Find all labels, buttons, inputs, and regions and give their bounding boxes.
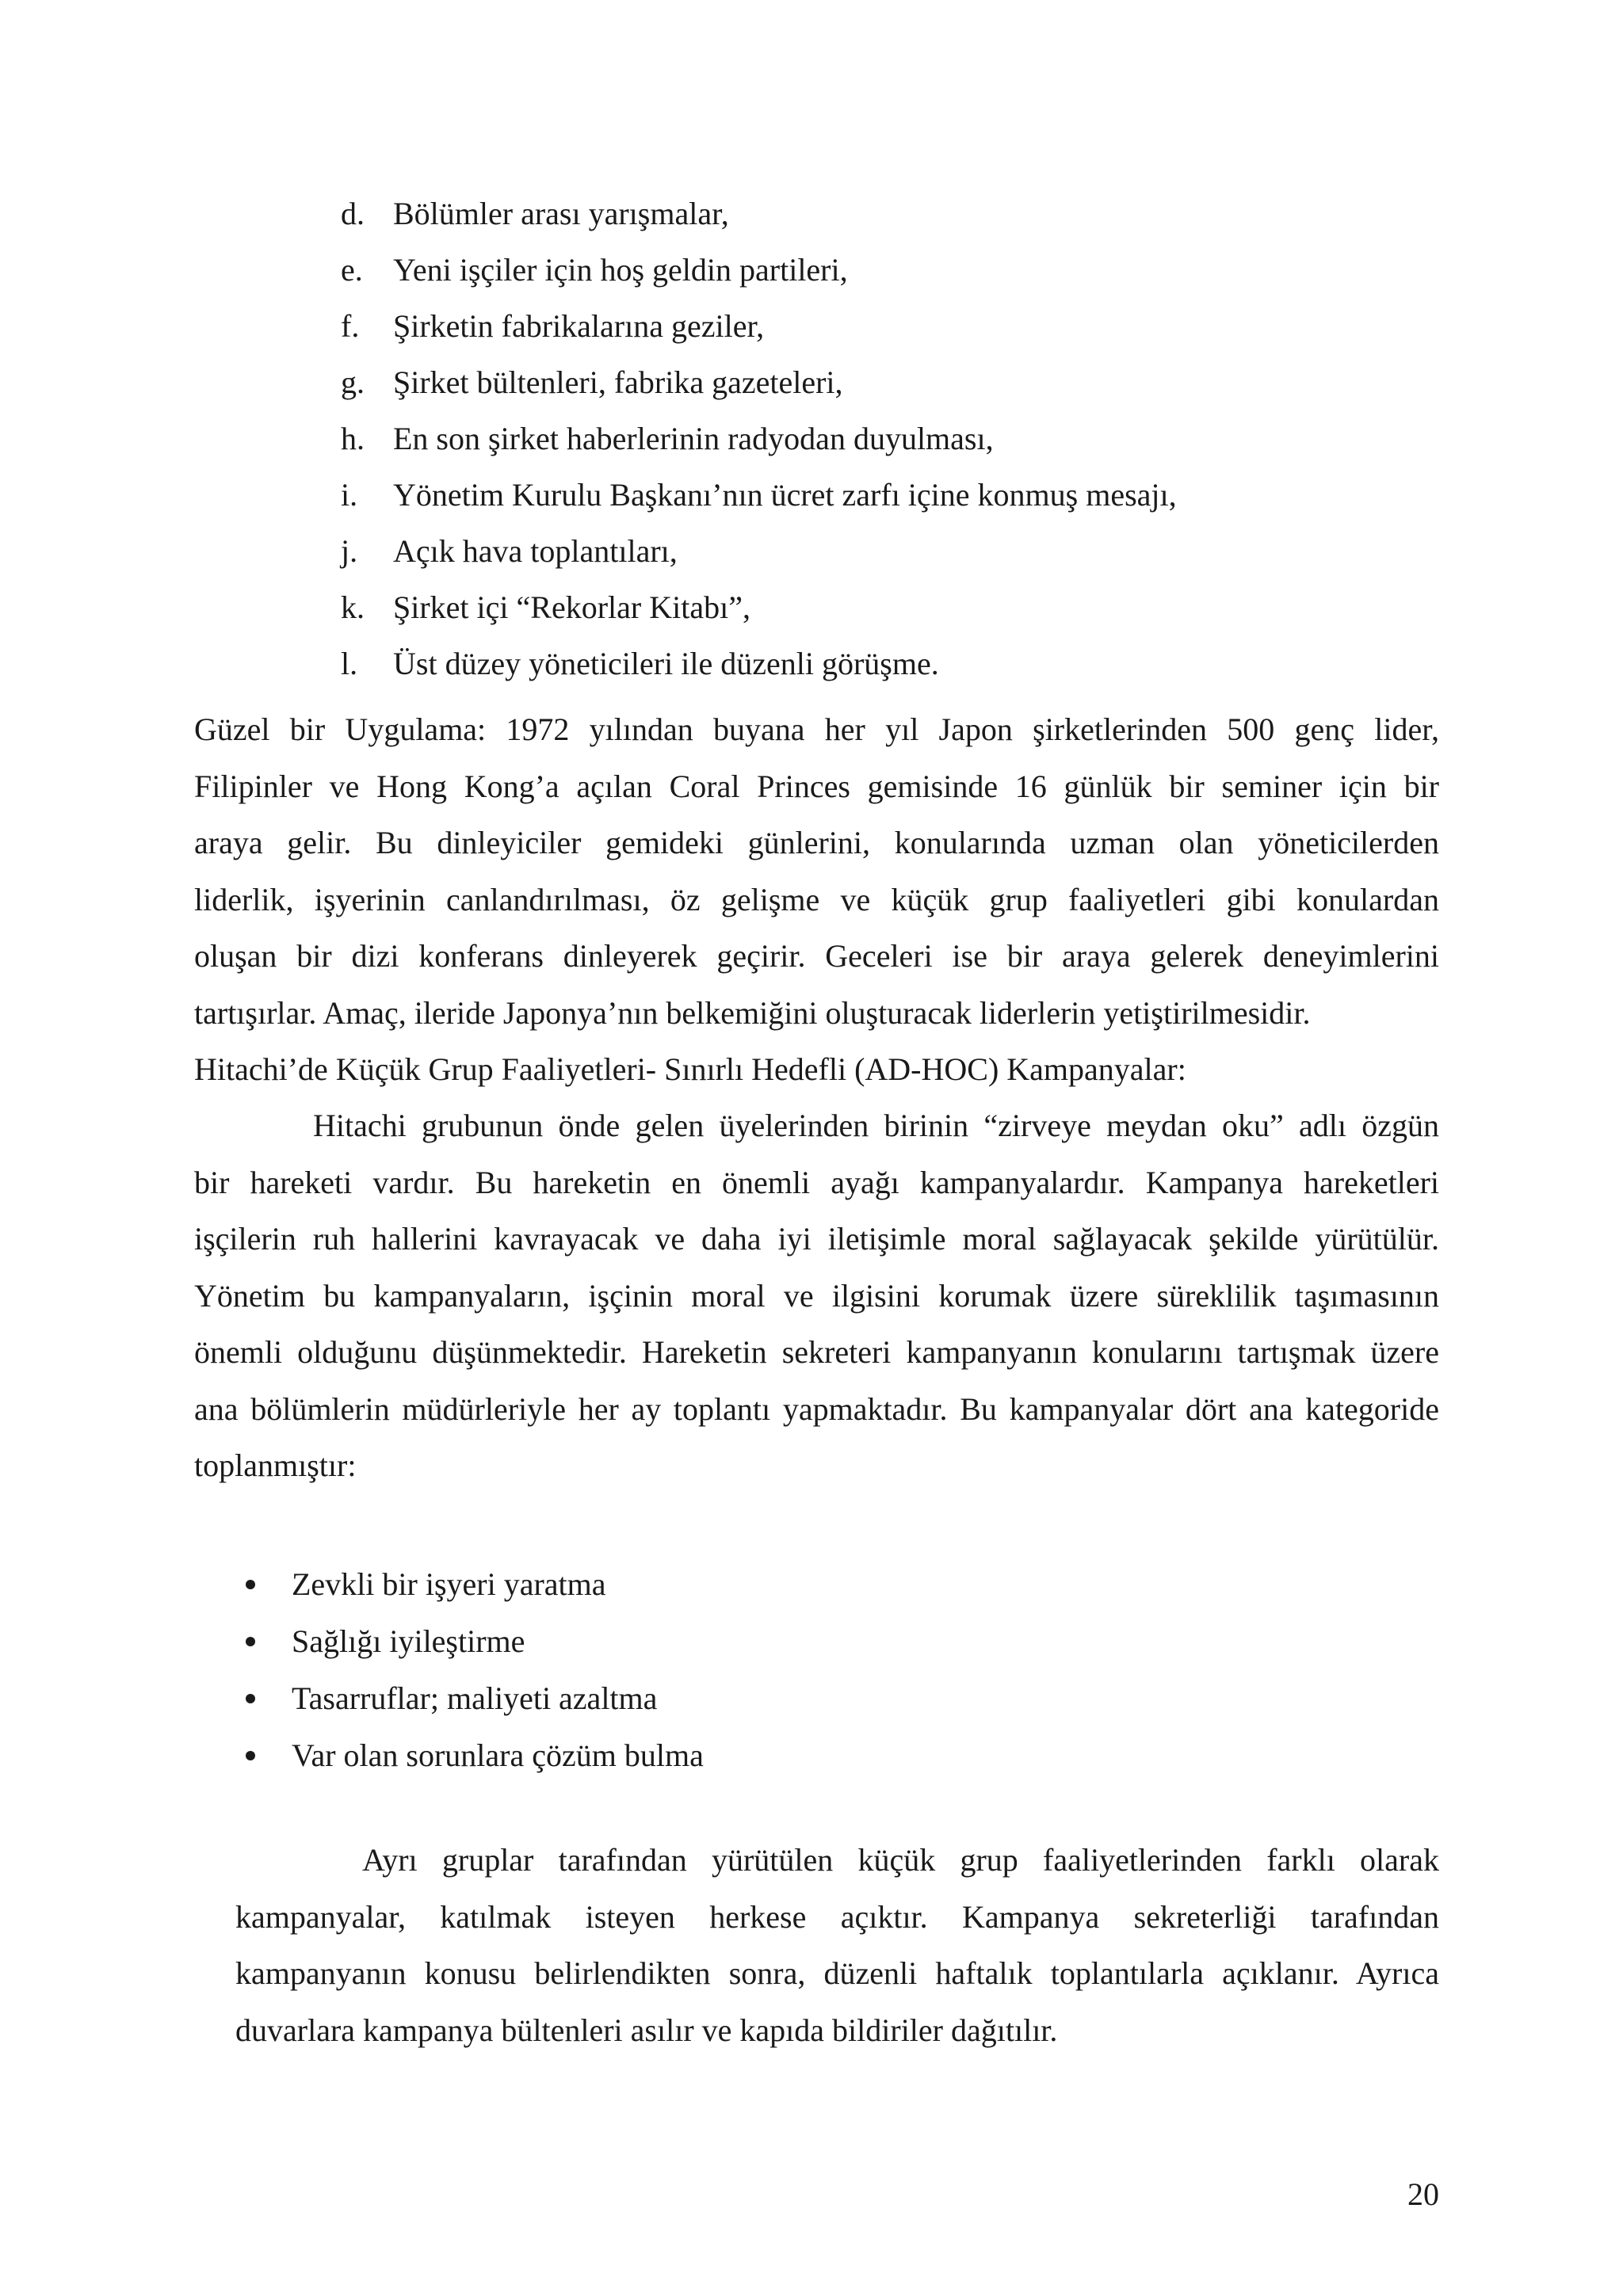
- paragraph-line: Filipinler ve Hong Kong’a açılan Coral Princes gemisinde 16 günlük bir seminer için bir: [194, 768, 1439, 804]
- paragraph-line: kampanyalar, katılmak isteyen herkese açıktır. Kampanya sekreterliği tarafından: [235, 1898, 1439, 1935]
- paragraph-hitachi: [194, 1097, 1439, 1494]
- paragraph-line: oluşan bir dizi konferans dinleyerek geçirir. Geceleri ise bir araya gelerek deneyimlerini: [194, 938, 1439, 974]
- bullet-list: [246, 1556, 704, 1784]
- list-marker: h.: [341, 421, 365, 456]
- paragraph-line: Hitachi grubunun önde gelen üyelerinden birinin “zirveye meydan oku” adlı özgün: [313, 1108, 1439, 1143]
- list-item: [341, 246, 1177, 303]
- list-item: [341, 471, 1177, 528]
- section-heading: Hitachi’de Küçük Grup Faaliyetleri- Sınırlı Hedefli (AD-HOC) Kampanyalar:: [194, 1051, 1186, 1087]
- list-marker: d.: [341, 196, 365, 231]
- paragraph-line: Güzel bir Uygulama: 1972 yılından buyana her yıl Japon şirketlerinden 500 genç lider,: [194, 711, 1439, 747]
- list-marker: f.: [341, 308, 360, 344]
- paragraph-campaigns: [235, 1832, 1439, 2058]
- bullet-dot-icon: [246, 1637, 255, 1646]
- list-item-text: Yönetim Kurulu Başkanı’nın ücret zarfı içine konmuş mesajı,: [393, 477, 1177, 513]
- list-item: [341, 584, 1177, 640]
- paragraph-line: işçilerin ruh hallerini kavrayacak ve daha iyi iletişimle moral sağlayacak şekilde yürütülür.: [194, 1221, 1439, 1257]
- paragraph-line: bir hareketi vardır. Bu hareketin en önemli ayağı kampanyalardır. Kampanya hareketleri: [194, 1164, 1439, 1200]
- list-item: [341, 415, 1177, 471]
- bullet-text: Sağlığı iyileştirme: [292, 1623, 525, 1659]
- paragraph-line: liderlik, işyerinin canlandırılması, öz gelişme ve küçük grup faaliyetleri gibi konulardan: [194, 881, 1439, 917]
- list-item-text: En son şirket haberlerinin radyodan duyulması,: [393, 421, 994, 456]
- page-number: 20: [1407, 2176, 1439, 2212]
- paragraph-line: önemli olduğunu düşünmektedir. Hareketin sekreteri kampanyanın konularını tartışmak üzere: [194, 1334, 1439, 1370]
- list-item: [341, 359, 1177, 415]
- paragraph-line: kampanyanın konusu belirlendikten sonra, düzenli haftalık toplantılarla açıklanır. Ayrıca: [235, 1955, 1439, 1991]
- list-marker: l.: [341, 646, 358, 681]
- paragraph-line: tartışırlar. Amaç, ileride Japonya’nın belkemiğini oluşturacak liderlerin yetiştirilmesidir.: [194, 994, 1311, 1031]
- list-marker: g.: [341, 364, 365, 400]
- list-item: [341, 303, 1177, 359]
- paragraph-line: ana bölümlerin müdürleriyle her ay toplantı yapmaktadır. Bu kampanyalar dört ana kategoride: [194, 1390, 1439, 1427]
- paragraph-good-practice: [194, 701, 1439, 1041]
- list-item: [341, 528, 1177, 584]
- bullet-dot-icon: [246, 1751, 255, 1760]
- list-marker: e.: [341, 252, 363, 288]
- bullet-item: [246, 1727, 704, 1784]
- list-item: [341, 640, 1177, 696]
- list-item-text: Yeni işçiler için hoş geldin partileri,: [393, 252, 848, 288]
- paragraph-line: Ayrı gruplar tarafından yürütülen küçük grup faaliyetlerinden farklı olarak: [362, 1842, 1439, 1878]
- bullet-text: Tasarruflar; maliyeti azaltma: [292, 1680, 658, 1716]
- paragraph-line: Yönetim bu kampanyaların, işçinin moral ve ilgisini korumak üzere süreklilik taşımasının: [194, 1277, 1439, 1314]
- bullet-item: [246, 1670, 704, 1727]
- paragraph-line: toplanmıştır:: [194, 1447, 357, 1483]
- list-item-text: Şirket bültenleri, fabrika gazeteleri,: [393, 364, 843, 400]
- bullet-item: [246, 1613, 704, 1670]
- list-marker: j.: [341, 533, 358, 569]
- bullet-text: Zevkli bir işyeri yaratma: [292, 1566, 606, 1602]
- list-item-text: Şirket içi “Rekorlar Kitabı”,: [393, 589, 750, 625]
- paragraph-line: duvarlara kampanya bültenleri asılır ve kapıda bildiriler dağıtılır.: [235, 2012, 1058, 2048]
- list-marker: k.: [341, 589, 365, 625]
- list-item-text: Açık hava toplantıları,: [393, 533, 678, 569]
- bullet-text: Var olan sorunlara çözüm bulma: [292, 1737, 704, 1773]
- list-item: [341, 190, 1177, 246]
- list-marker: i.: [341, 477, 358, 513]
- bullet-dot-icon: [246, 1580, 255, 1589]
- paragraph-line: araya gelir. Bu dinleyiciler gemideki günlerini, konularında uzman olan yöneticilerden: [194, 825, 1439, 860]
- lettered-list: [341, 190, 1177, 696]
- bullet-dot-icon: [246, 1694, 255, 1703]
- list-item-text: Şirketin fabrikalarına geziler,: [393, 308, 765, 344]
- bullet-item: [246, 1556, 704, 1613]
- list-item-text: Üst düzey yöneticileri ile düzenli görüşme.: [393, 646, 939, 681]
- list-item-text: Bölümler arası yarışmalar,: [393, 196, 729, 231]
